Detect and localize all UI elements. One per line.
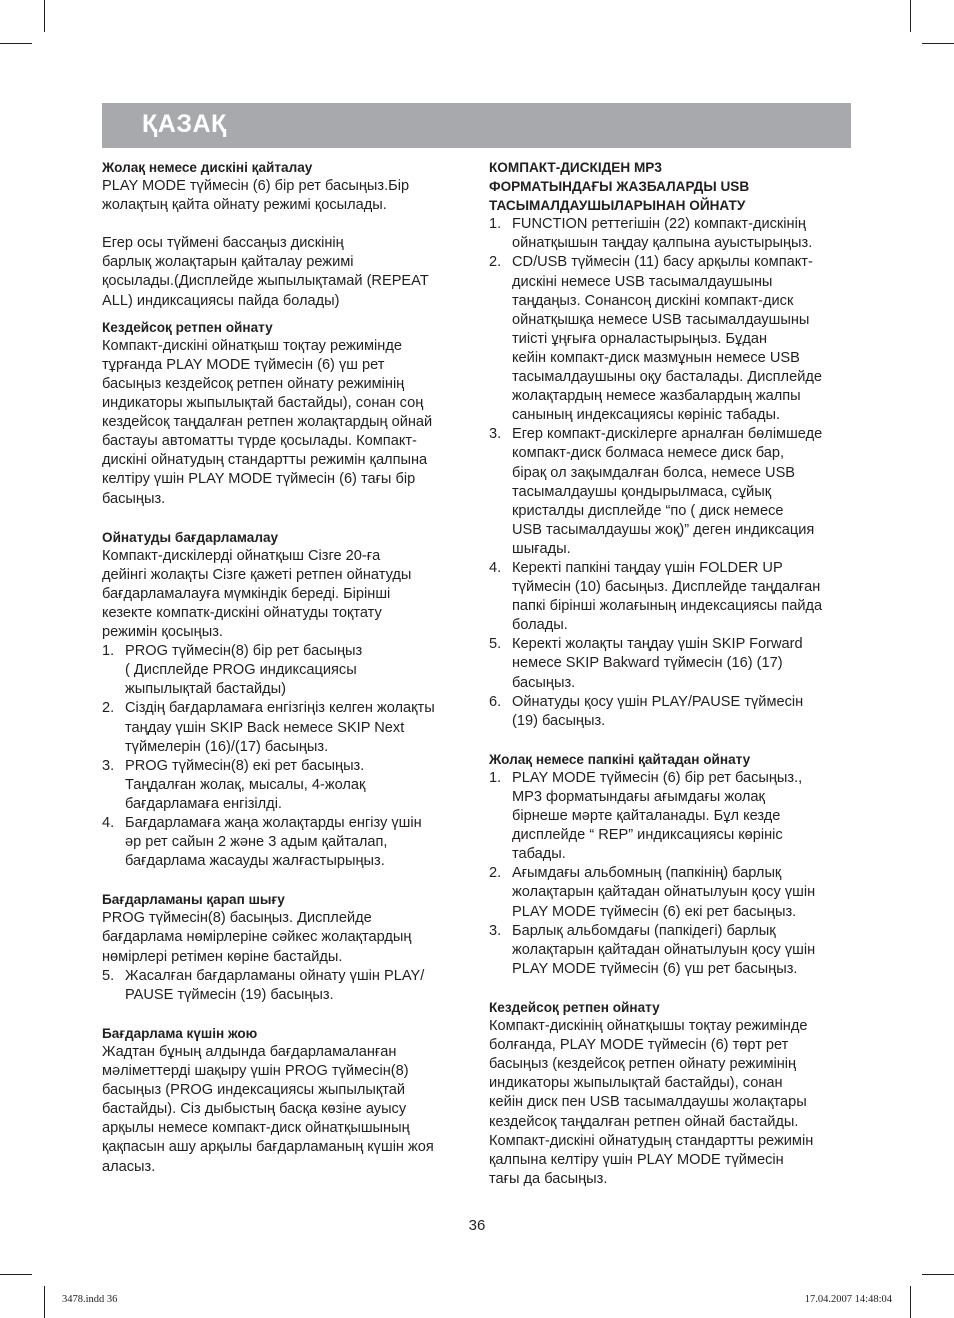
list-item: [489, 864, 855, 921]
list-number: 3.: [102, 757, 115, 774]
paragraph: Компакт-дискінің ойнатқышы тоқтау режимінде болғанда, PLAY MODE түймесін (6) төрт рет басыңыз (кездейсоқ ретпен ойнату режимінің индикаторы жыпылықтай бастайды), сонан кейін диск пен USB тасымалдаушы жолақтары кездейсоқ таңдалған ретпен ойнай бастайды. Компакт-дискіні ойнатудың стандартты режимін қалпына келтіру үшін PLAY MODE түймесін тағы да басыңыз.: [489, 1018, 814, 1187]
section-program-review: [102, 890, 470, 1005]
list-number: 4.: [102, 815, 115, 831]
page-title: ҚАЗАҚ: [142, 110, 227, 138]
list-item: [489, 635, 855, 692]
crop-mark: [0, 43, 32, 44]
crop-mark: [922, 43, 954, 44]
page-number: 36: [468, 1217, 486, 1234]
list-number: 1.: [102, 643, 115, 660]
section-program-cancel: [102, 1024, 470, 1177]
paragraph: Компакт-дискілерді ойнатқыш Сізге 20-ға дейінгі жолақты Сізге қажеті ретпен ойнатуды бағдарламалауға мүмкіндік береді. Бірінші кезекте компатк-дискіні ойнатуды тоқтату режимін қосыңыз.: [102, 547, 412, 641]
paragraph: PROG түймесін(8) басыңыз. Дисплейде бағдарлама нөмірлеріне сәйкес жолақтардың нөмірлері ретімен көріне бастайды.: [102, 910, 412, 965]
section-heading: Кездейсоқ ретпен ойнату: [489, 999, 660, 1015]
list-number: 4.: [489, 559, 502, 576]
numbered-list: [102, 967, 470, 1005]
list-text: CD/USB түймесін (11) басу арқылы компакт- дискіні немесе USB тасымалдаушыны таңдаңыз. Сонансоң дискіні компакт-диск ойнатқышқа немесе USB тасымалдаушыны тиісті ұңғыға орналастырыңыз. Бұдан кейін компакт-диск мазмұнын немесе USB тасымалдаушыны оқу басталады. Дисплейде жолақтардың немесе жазбалардың жалпы санының индексациясы көрініс табады.: [512, 254, 822, 424]
list-text: Сіздің бағдарламаға енгізгіңіз келген жолақты таңдау үшін SKIP Back немесе SKIP Next түймелерін (16)/(17) басыңыз.: [125, 700, 435, 755]
list-number: 5.: [102, 967, 115, 984]
section-heading: Жолақ немесе дискіні қайталау: [102, 160, 313, 175]
section-heading: КОМПАКТ-ДИСКІДЕН MP3 ФОРМАТЫНДАҒЫ ЖАЗБАЛАРДЫ USB ТАСЫМАЛДАУШЫЛАРЫНАН ОЙНАТУ: [489, 160, 750, 214]
list-number: 1.: [489, 769, 502, 786]
section-heading: Бағдарлама күшін жою: [102, 1025, 258, 1041]
list-text: Керекті папкіні таңдау үшін FOLDER UP түймесін (10) басыңыз. Дисплейде таңдалған папкі бірінші жолағының индексациясы пайда болады.: [512, 559, 823, 634]
list-text: PROG түймесін(8) бір рет басыңыз ( Дисплейде PROG индиксациясы жыпылықтай бастайды): [125, 643, 363, 698]
list-text: Барлық альбомдағы (папкідегі) барлық жолақтарын қайтадан ойнатылуын қосу үшін PLAY MODE түймесін (6) үш рет басыңыз.: [512, 922, 816, 977]
section-heading: Бағдарламаны қарап шығу: [102, 892, 285, 908]
list-text: Ойнатуды қосу үшін PLAY/PAUSE түймесін (19) басыңыз.: [512, 693, 804, 729]
list-item: [489, 215, 855, 253]
list-item: [102, 967, 470, 1005]
right-column: [489, 158, 855, 1189]
list-text: Ағымдағы альбомның (папкінің) барлық жолақтарын қайтадан ойнатылуын қосу үшін PLAY MODE түймесін (6) екі рет басыңыз.: [512, 865, 816, 920]
crop-mark: [44, 1286, 45, 1318]
list-item: [102, 699, 470, 756]
crop-mark: [0, 1274, 32, 1275]
list-number: 3.: [489, 426, 502, 443]
list-text: Бағдарламаға жаңа жолақтарды енгізу үшін әр рет сайын 2 және 3 адым қайталап, бағдарлама жасауды жалғастырыңыз.: [125, 815, 422, 870]
section-heading: Жолақ немесе папкіні қайтадан ойнату: [489, 751, 751, 767]
list-number: 1.: [489, 216, 502, 233]
paragraph: Жадтан бұның алдында бағдарламаланған мәліметтерді шақыру үшін PROG түймесін(8) басыңыз (PROG индексациясы жыпылықтай бастайды). Сіз дыбыстың басқа көзіне ауысу арқылы немесе компакт-диск ойнатқышының қақпасын ашу арқылы бағдарламаның күшін жоя аласыз.: [102, 1043, 434, 1175]
section-repeat-track: [102, 158, 470, 311]
print-slug-datetime: 17.04.2007 14:48:04: [804, 1294, 892, 1305]
list-text: PROG түймесін(8) екі рет басыңыз. Таңдалған жолақ, мысалы, 4-жолақ бағдарламаға енгізілді.: [125, 757, 366, 812]
section-random-play-mp3: [489, 998, 855, 1189]
crop-mark: [910, 1286, 911, 1318]
numbered-list: [489, 769, 855, 979]
section-heading: Кездейсоқ ретпен ойнату: [102, 319, 273, 335]
paragraph: Компакт-дискіні ойнатқыш тоқтау режимінде тұрғанда PLAY MODE түймесін (6) үш рет басыңыз кездейсоқ ретпен ойнату режимінің индикаторы жыпылықтай бастайды), сонан соң кездейсоқ таңдалған ретпен жолақтардың ойнай бастауы автоматты түрде қосылады. Компакт- дискіні ойнатудың стандартты режимін қалпына келтіру үшін PLAY MODE түймесін (6) тағы бір басыңыз.: [102, 337, 433, 507]
list-item: [489, 253, 855, 425]
list-number: 2.: [102, 700, 115, 717]
numbered-list: [102, 642, 470, 871]
list-item: [489, 693, 855, 731]
numbered-list: [489, 215, 855, 731]
crop-mark: [910, 0, 911, 32]
section-random-play: [102, 318, 470, 509]
list-text: FUNCTION реттегішін (22) компакт-дискінің ойнатқышын таңдау қалпына ауыстырыңыз.: [512, 216, 813, 252]
list-number: 2.: [489, 254, 502, 271]
section-heading: Ойнатуды бағдарламалау: [102, 529, 279, 545]
paragraph: PLAY MODE түймесін (6) бір рет басыңыз.Бір жолақтың қайта ойнату режимі қосылады.: [102, 178, 410, 214]
paragraph: Егер осы түймені бассаңыз дискінің барлық жолақтарын қайталау режимі қосылады.(Дисплейде жыпылықтамай (REPEAT ALL) индиксациясы пайда болады): [102, 235, 429, 309]
list-item: [489, 769, 855, 864]
section-repeat-folder: [489, 750, 855, 979]
list-text: Егер компакт-дискілерге арналған бөлімшеде компакт-диск болмаса немесе диск бар, бірақ ол зақымдалған болса, немесе USB тасымалдаушы қондырылмаса, сұйық кристалды дисплейде “по ( диск немесе USB тасымалдаушы жоқ)” деген индиксация шығады.: [512, 426, 823, 557]
list-item: [489, 559, 855, 635]
list-text: Керекті жолақты таңдау үшін SKIP Forward немесе SKIP Bakward түймесін (16) (17) басыңыз.: [512, 636, 803, 691]
list-number: 3.: [489, 922, 502, 939]
list-item: [489, 922, 855, 979]
crop-mark: [44, 0, 45, 32]
section-mp3-usb: [489, 158, 855, 731]
left-column: [102, 158, 470, 1177]
crop-mark: [922, 1274, 954, 1275]
list-item: [102, 642, 470, 699]
section-programming: [102, 528, 470, 872]
list-text: PLAY MODE түймесін (6) бір рет басыңыз., MP3 форматындағы ағымдағы жолақ бірнеше мәрте қайталанады. Бұл кезде дисплейде “ REP” индиксациясы көрініс табады.: [512, 769, 803, 863]
list-item: [489, 425, 855, 559]
list-item: [102, 757, 470, 814]
list-number: 5.: [489, 636, 502, 653]
print-slug-file: 3478.indd 36: [62, 1294, 118, 1305]
language-banner: [102, 103, 851, 148]
list-text: Жасалған бағдарламаны ойнату үшін PLAY/ PAUSE түймесін (19) басыңыз.: [125, 967, 425, 1003]
list-item: [102, 814, 470, 871]
list-number: 2.: [489, 865, 502, 882]
list-number: 6.: [489, 693, 502, 710]
